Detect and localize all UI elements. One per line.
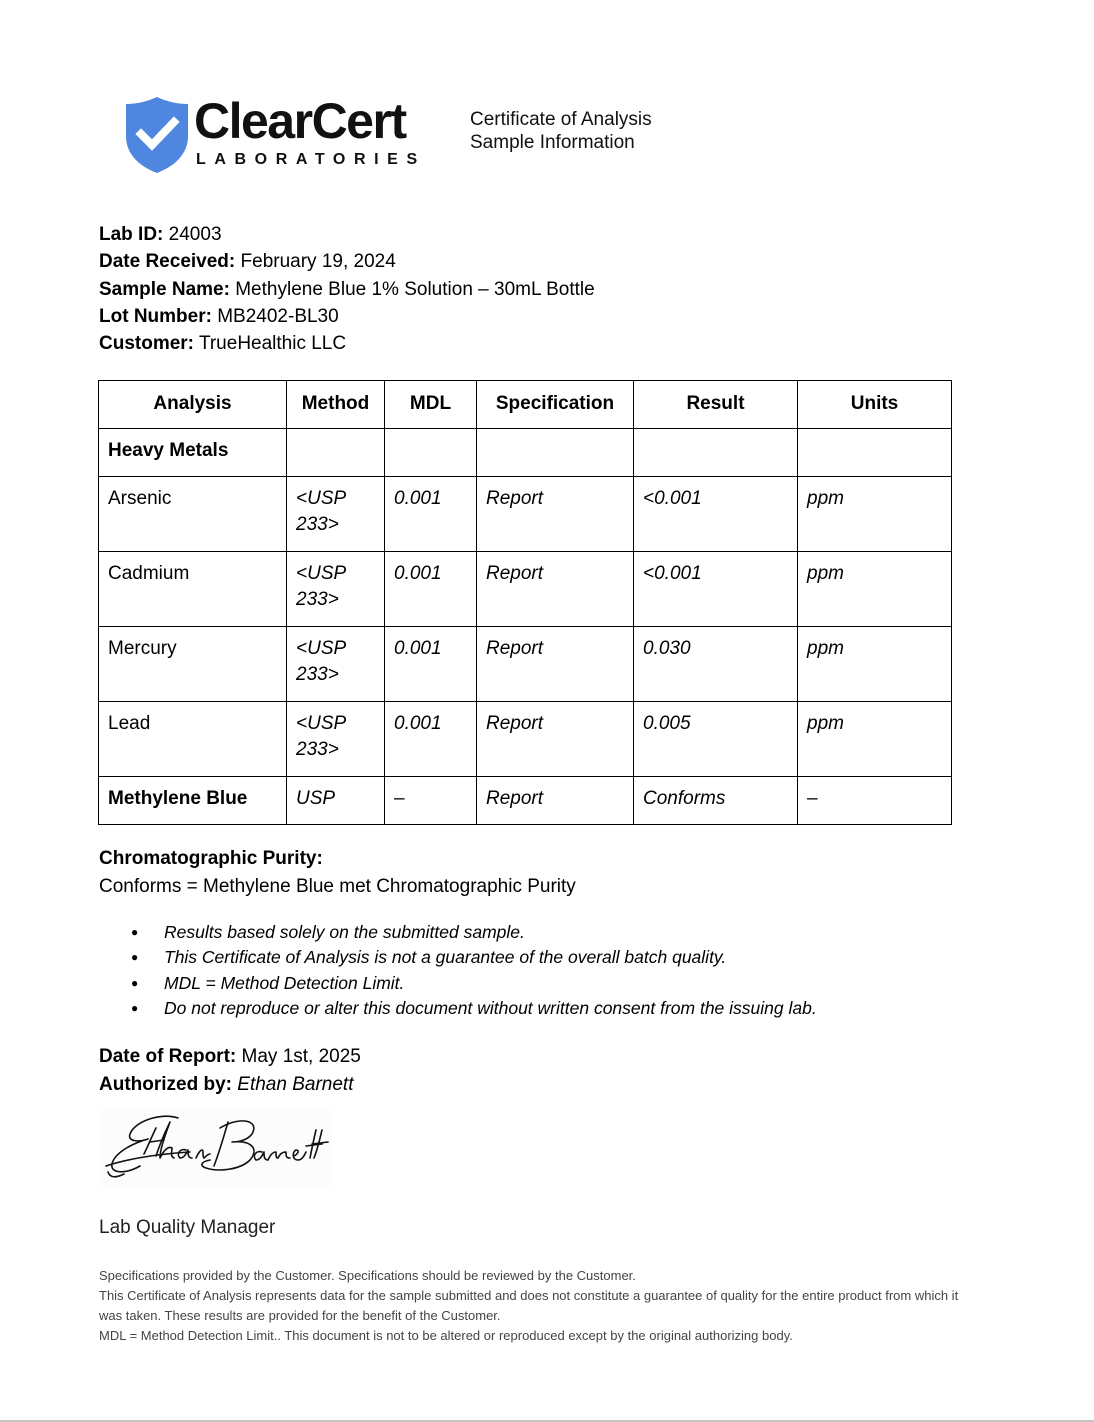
cell-result: <0.001 bbox=[634, 477, 798, 552]
note-item: ● MDL = Method Detection Limit. bbox=[131, 971, 817, 996]
cell-method: USP bbox=[287, 777, 385, 825]
cell-analysis: Arsenic bbox=[99, 477, 287, 552]
lab-id-label: Lab ID: bbox=[99, 224, 164, 245]
note-item: ● Results based solely on the submitted sample. bbox=[131, 920, 817, 945]
table-header-row bbox=[99, 381, 952, 429]
cell-specification: Report bbox=[477, 702, 634, 777]
cell-result: Conforms bbox=[634, 777, 798, 825]
cell-result: 0.030 bbox=[634, 627, 798, 702]
table-row-methylene-blue bbox=[99, 777, 952, 825]
header-mdl: MDL bbox=[385, 381, 477, 429]
shield-check-icon bbox=[124, 96, 190, 174]
authorized-by-label: Authorized by: bbox=[99, 1073, 232, 1095]
footer-disclaimer bbox=[99, 1266, 959, 1346]
cell-units: ppm bbox=[798, 627, 952, 702]
date-received-label: Date Received: bbox=[99, 251, 236, 273]
cell-method: <USP 233> bbox=[287, 552, 385, 627]
lot-number-row bbox=[99, 303, 595, 330]
footer-line-2: This Certificate of Analysis represents data for the sample submitted and does not constitute a guarantee of quality for the entire product from which it was taken. These results are provided for the benefit of the Customer. bbox=[99, 1288, 959, 1323]
cell-analysis: Cadmium bbox=[99, 552, 287, 627]
header-specification: Specification bbox=[477, 381, 634, 429]
date-received-value: February 19, 2024 bbox=[240, 251, 396, 273]
cell-analysis: Lead bbox=[99, 702, 287, 777]
table-row bbox=[99, 702, 952, 777]
cell-method: <USP 233> bbox=[287, 702, 385, 777]
clearcert-logo bbox=[124, 93, 426, 174]
cell-specification: Report bbox=[477, 627, 634, 702]
cell-specification: Report bbox=[477, 477, 634, 552]
cell-units: ppm bbox=[798, 702, 952, 777]
customer-value: TrueHealthic LLC bbox=[198, 333, 347, 355]
document-title bbox=[470, 108, 652, 154]
table-row bbox=[99, 627, 952, 702]
header-method: Method bbox=[287, 381, 385, 429]
note-item: ● This Certificate of Analysis is not a guarantee of the overall batch quality. bbox=[131, 945, 817, 970]
cell-mdl: 0.001 bbox=[385, 627, 477, 702]
lot-number-value: MB2402-BL30 bbox=[217, 305, 339, 327]
cell-result: <0.001 bbox=[634, 552, 798, 627]
customer-row bbox=[99, 330, 595, 357]
footer-line-3: MDL = Method Detection Limit.. This document is not to be altered or reproduced except by the original authorizing body. bbox=[99, 1328, 793, 1343]
cell-specification: Report bbox=[477, 777, 634, 825]
sample-name-value: Methylene Blue 1% Solution – 30mL Bottle bbox=[235, 278, 595, 300]
lot-number-label: Lot Number: bbox=[99, 305, 212, 327]
date-of-report-row bbox=[99, 1043, 361, 1071]
customer-label: Customer: bbox=[99, 333, 195, 355]
header-units: Units bbox=[798, 381, 952, 429]
lab-id-value: 24003 bbox=[168, 224, 222, 245]
title-line-1: Certificate of Analysis bbox=[470, 109, 652, 130]
header-result: Result bbox=[634, 381, 798, 429]
section-row-heavy-metals bbox=[99, 429, 952, 477]
purity-label: Chromatographic Purity: bbox=[99, 848, 323, 869]
notes-list bbox=[131, 920, 817, 1021]
cell-mdl: 0.001 bbox=[385, 702, 477, 777]
analysis-table bbox=[98, 380, 952, 825]
cell-mdl: – bbox=[385, 777, 477, 825]
cell-specification: Report bbox=[477, 552, 634, 627]
report-info bbox=[99, 1043, 361, 1098]
title-line-2: Sample Information bbox=[470, 132, 635, 153]
cell-units: ppm bbox=[798, 552, 952, 627]
signature-image bbox=[100, 1108, 332, 1188]
cell-analysis: Mercury bbox=[99, 627, 287, 702]
header-analysis: Analysis bbox=[99, 381, 287, 429]
section-label: Heavy Metals bbox=[99, 429, 287, 477]
authorized-by-value: Ethan Barnett bbox=[237, 1073, 354, 1095]
purity-text: Conforms = Methylene Blue met Chromatographic Purity bbox=[99, 876, 576, 897]
cell-result: 0.005 bbox=[634, 702, 798, 777]
footer-line-1: Specifications provided by the Customer. Specifications should be reviewed by the Customer. bbox=[99, 1268, 636, 1283]
brand-name: ClearCert bbox=[194, 93, 406, 149]
table-row bbox=[99, 552, 952, 627]
lab-id-row bbox=[99, 221, 595, 248]
cell-analysis: Methylene Blue bbox=[99, 777, 287, 825]
cell-mdl: 0.001 bbox=[385, 477, 477, 552]
sample-name-label: Sample Name: bbox=[99, 278, 230, 300]
cell-method: <USP 233> bbox=[287, 477, 385, 552]
date-of-report-label: Date of Report: bbox=[99, 1046, 237, 1067]
sample-info bbox=[99, 221, 595, 357]
sample-name-row bbox=[99, 276, 595, 303]
signatory-role: Lab Quality Manager bbox=[99, 1217, 276, 1238]
cell-units: – bbox=[798, 777, 952, 825]
table-row bbox=[99, 477, 952, 552]
note-item: ● Do not reproduce or alter this document without written consent from the issuing lab. bbox=[131, 996, 817, 1021]
brand-subtitle: LABORATORIES bbox=[196, 151, 426, 168]
cell-units: ppm bbox=[798, 477, 952, 552]
purity-section bbox=[99, 845, 576, 901]
date-of-report-value: May 1st, 2025 bbox=[241, 1046, 361, 1067]
cell-mdl: 0.001 bbox=[385, 552, 477, 627]
date-received-row bbox=[99, 248, 595, 275]
cell-method: <USP 233> bbox=[287, 627, 385, 702]
authorized-by-row bbox=[99, 1071, 361, 1099]
